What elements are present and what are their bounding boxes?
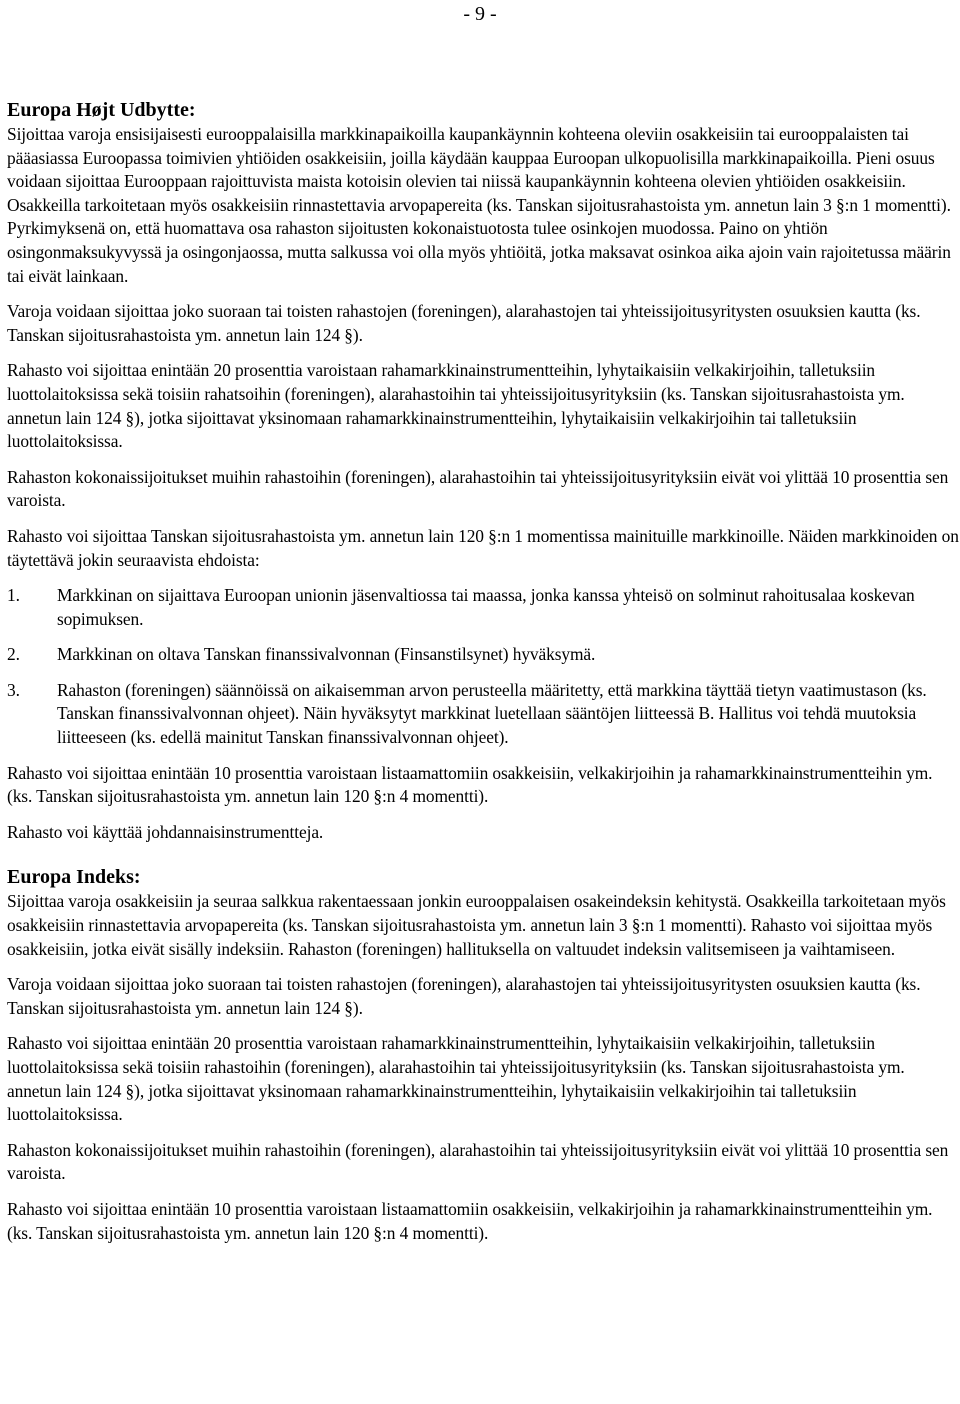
list-item-text: Markkinan on sijaittava Euroopan unionin jäsenvaltiossa tai maassa, jonka kanssa yhteisö on solminut rahoitusalaa koskevan sopimuksen.: [57, 585, 915, 629]
paragraph: Sijoittaa varoja osakkeisiin ja seuraa salkkua rakentaessaan jonkin eurooppalaisen osakeindeksin kehitystä. Osakkeilla tarkoitetaan myös osakkeisiin rinnastettavia arvopapereita (ks. Tanskan sijoitusrahastoista ym. annetun lain 3 §:n 1 momentti). Rahasto voi sijoittaa myös osakkeisiin, jotka eivät sisälly indeksiin. Rahaston (foreningen) hallituksella on valtuudet indeksin valitsemiseen ja vaihtamiseen.: [7, 891, 946, 959]
list-item-number: 2.: [7, 644, 20, 665]
list-item-text: Rahaston (foreningen) säännöissä on aikaisemman arvon perusteella määritetty, että markkina täyttää tietyn vaatimustason (ks. Tanskan finanssivalvonnan ohjeet). Näin hyväksytyt markkinat luetellaan sääntöjen liitteessä B. Hallitus voi tehdä muutoksia liitteeseen (ks. edellä mainitut Tanskan finanssivalvonnan ohjeet).: [57, 679, 927, 748]
section-heading-europa-hojt-udbytte: Europa Højt Udbytte:: [7, 99, 196, 121]
paragraph: Rahaston kokonaissijoitukset muihin rahastoihin (foreningen), alarahastoihin tai yhteissijoitusyrityksiin eivät voi ylittää 10 prosenttia sen varoista.: [7, 466, 949, 511]
paragraph: Sijoittaa varoja ensisijaisesti eurooppalaisilla markkinapaikoilla kaupankäynnin kohteena oleviin osakkeisiin tai eurooppalaisten tai pääasiassa Euroopassa toimivien yhtiöiden osakkeisiin, joilla käydään kauppaa Euroopan ulkopuolisilla markkinapaikoilla. Pieni osuus voidaan sijoittaa Eurooppaan rajoittuvista maista kotoisin olevien tai niissä kaupankäynnin kohteena olevien yhtiöiden osakkeisiin. Osakkeilla tarkoitetaan myös osakkeisiin rinnastettavia arvopapereita (ks. Tanskan sijoitusrahastoista ym. annetun lain 3 §:n 1 momentti). Pyrkimyksenä on, että huomattava osa rahaston sijoitusten kokonaistuotosta tulee osinkojen muodossa. Paino on yhtiön osingonmaksukyvyssä ja osingonjaossa, mutta salkussa voi olla myös yhtiöitä, jotka maksavat osinkoa aika ajoin vain rajoitetussa määrin tai eivät lainkaan.: [7, 124, 951, 286]
conditions-list: [7, 584, 959, 750]
list-item-number: 1.: [7, 585, 20, 606]
paragraph: Varoja voidaan sijoittaa joko suoraan tai toisten rahastojen (foreningen), alarahastojen tai yhteissijoitusyritysten osuuksien kautta (ks. Tanskan sijoitusrahastoista ym. annetun lain 124 §).: [7, 974, 921, 1018]
paragraph: Rahasto voi sijoittaa enintään 20 prosenttia varoistaan rahamarkkinainstrumentteihin, lyhytaikaisiin velkakirjoihin, talletuksiin luottolaitoksissa sekä toisiin rahatsoihin (foreningen), alarahastoihin tai yhteissijoitusyrityksiin (ks. Tanskan sijoitusrahastoista ym. annetun lain 124 §), jotka sijoittavat yksinomaan rahamarkkinainstrumentteihin, lyhytaikaisiin velkakirjoihin tai talletuksiin luottolaitoksissa.: [7, 360, 905, 452]
paragraph: Rahasto voi sijoittaa enintään 10 prosenttia varoistaan listaamattomiin osakkeisiin, velkakirjoihin ja rahamarkkinainstrumentteihin ym. (ks. Tanskan sijoitusrahastoista ym. annetun lain 120 §:n 4 momentti).: [7, 762, 933, 807]
list-item: [7, 643, 959, 667]
list-item-text: Markkinan on oltava Tanskan finanssivalvonnan (Finsanstilsynet) hyväksymä.: [57, 644, 596, 665]
list-item-number: 3.: [7, 679, 20, 700]
paragraph: Rahasto voi sijoittaa Tanskan sijoitusrahastoista ym. annetun lain 120 §:n 1 momentissa mainituille markkinoille. Näiden markkinoiden on täytettävä jokin seuraavista ehdoista:: [7, 525, 959, 570]
paragraph: Rahaston kokonaissijoitukset muihin rahastoihin (foreningen), alarahastoihin tai yhteissijoitusyrityksiin eivät voi ylittää 10 prosenttia sen varoista.: [7, 1139, 949, 1184]
document-body: [7, 97, 959, 1245]
list-item: [7, 679, 959, 750]
page-number: - 9 -: [463, 3, 497, 25]
section-heading-europa-indeks: Europa Indeks:: [7, 866, 141, 889]
paragraph: Rahasto voi sijoittaa enintään 20 prosenttia varoistaan rahamarkkinainstrumentteihin, lyhytaikaisiin velkakirjoihin, talletuksiin luottolaitoksissa sekä toisiin rahastoihin (foreningen), alarahastoihin tai yhteissijoitusyrityksiin (ks. Tanskan sijoitusrahastoista ym. annetun lain 124 §), jotka sijoittavat yksinomaan rahamarkkinainstrumentteihin, lyhytaikaisiin velkakirjoihin tai talletuksiin luottolaitoksissa.: [7, 1033, 905, 1125]
paragraph: Rahasto voi sijoittaa enintään 10 prosenttia varoistaan listaamattomiin osakkeisiin, velkakirjoihin ja rahamarkkinainstrumentteihin ym. (ks. Tanskan sijoitusrahastoista ym. annetun lain 120 §:n 4 momentti).: [7, 1198, 933, 1243]
paragraph: Rahasto voi käyttää johdannaisinstrumentteja.: [7, 821, 324, 842]
list-item: [7, 584, 959, 631]
paragraph: Varoja voidaan sijoittaa joko suoraan tai toisten rahastojen (foreningen), alarahastojen tai yhteissijoitusyritysten osuuksien kautta (ks. Tanskan sijoitusrahastoista ym. annetun lain 124 §).: [7, 301, 921, 345]
